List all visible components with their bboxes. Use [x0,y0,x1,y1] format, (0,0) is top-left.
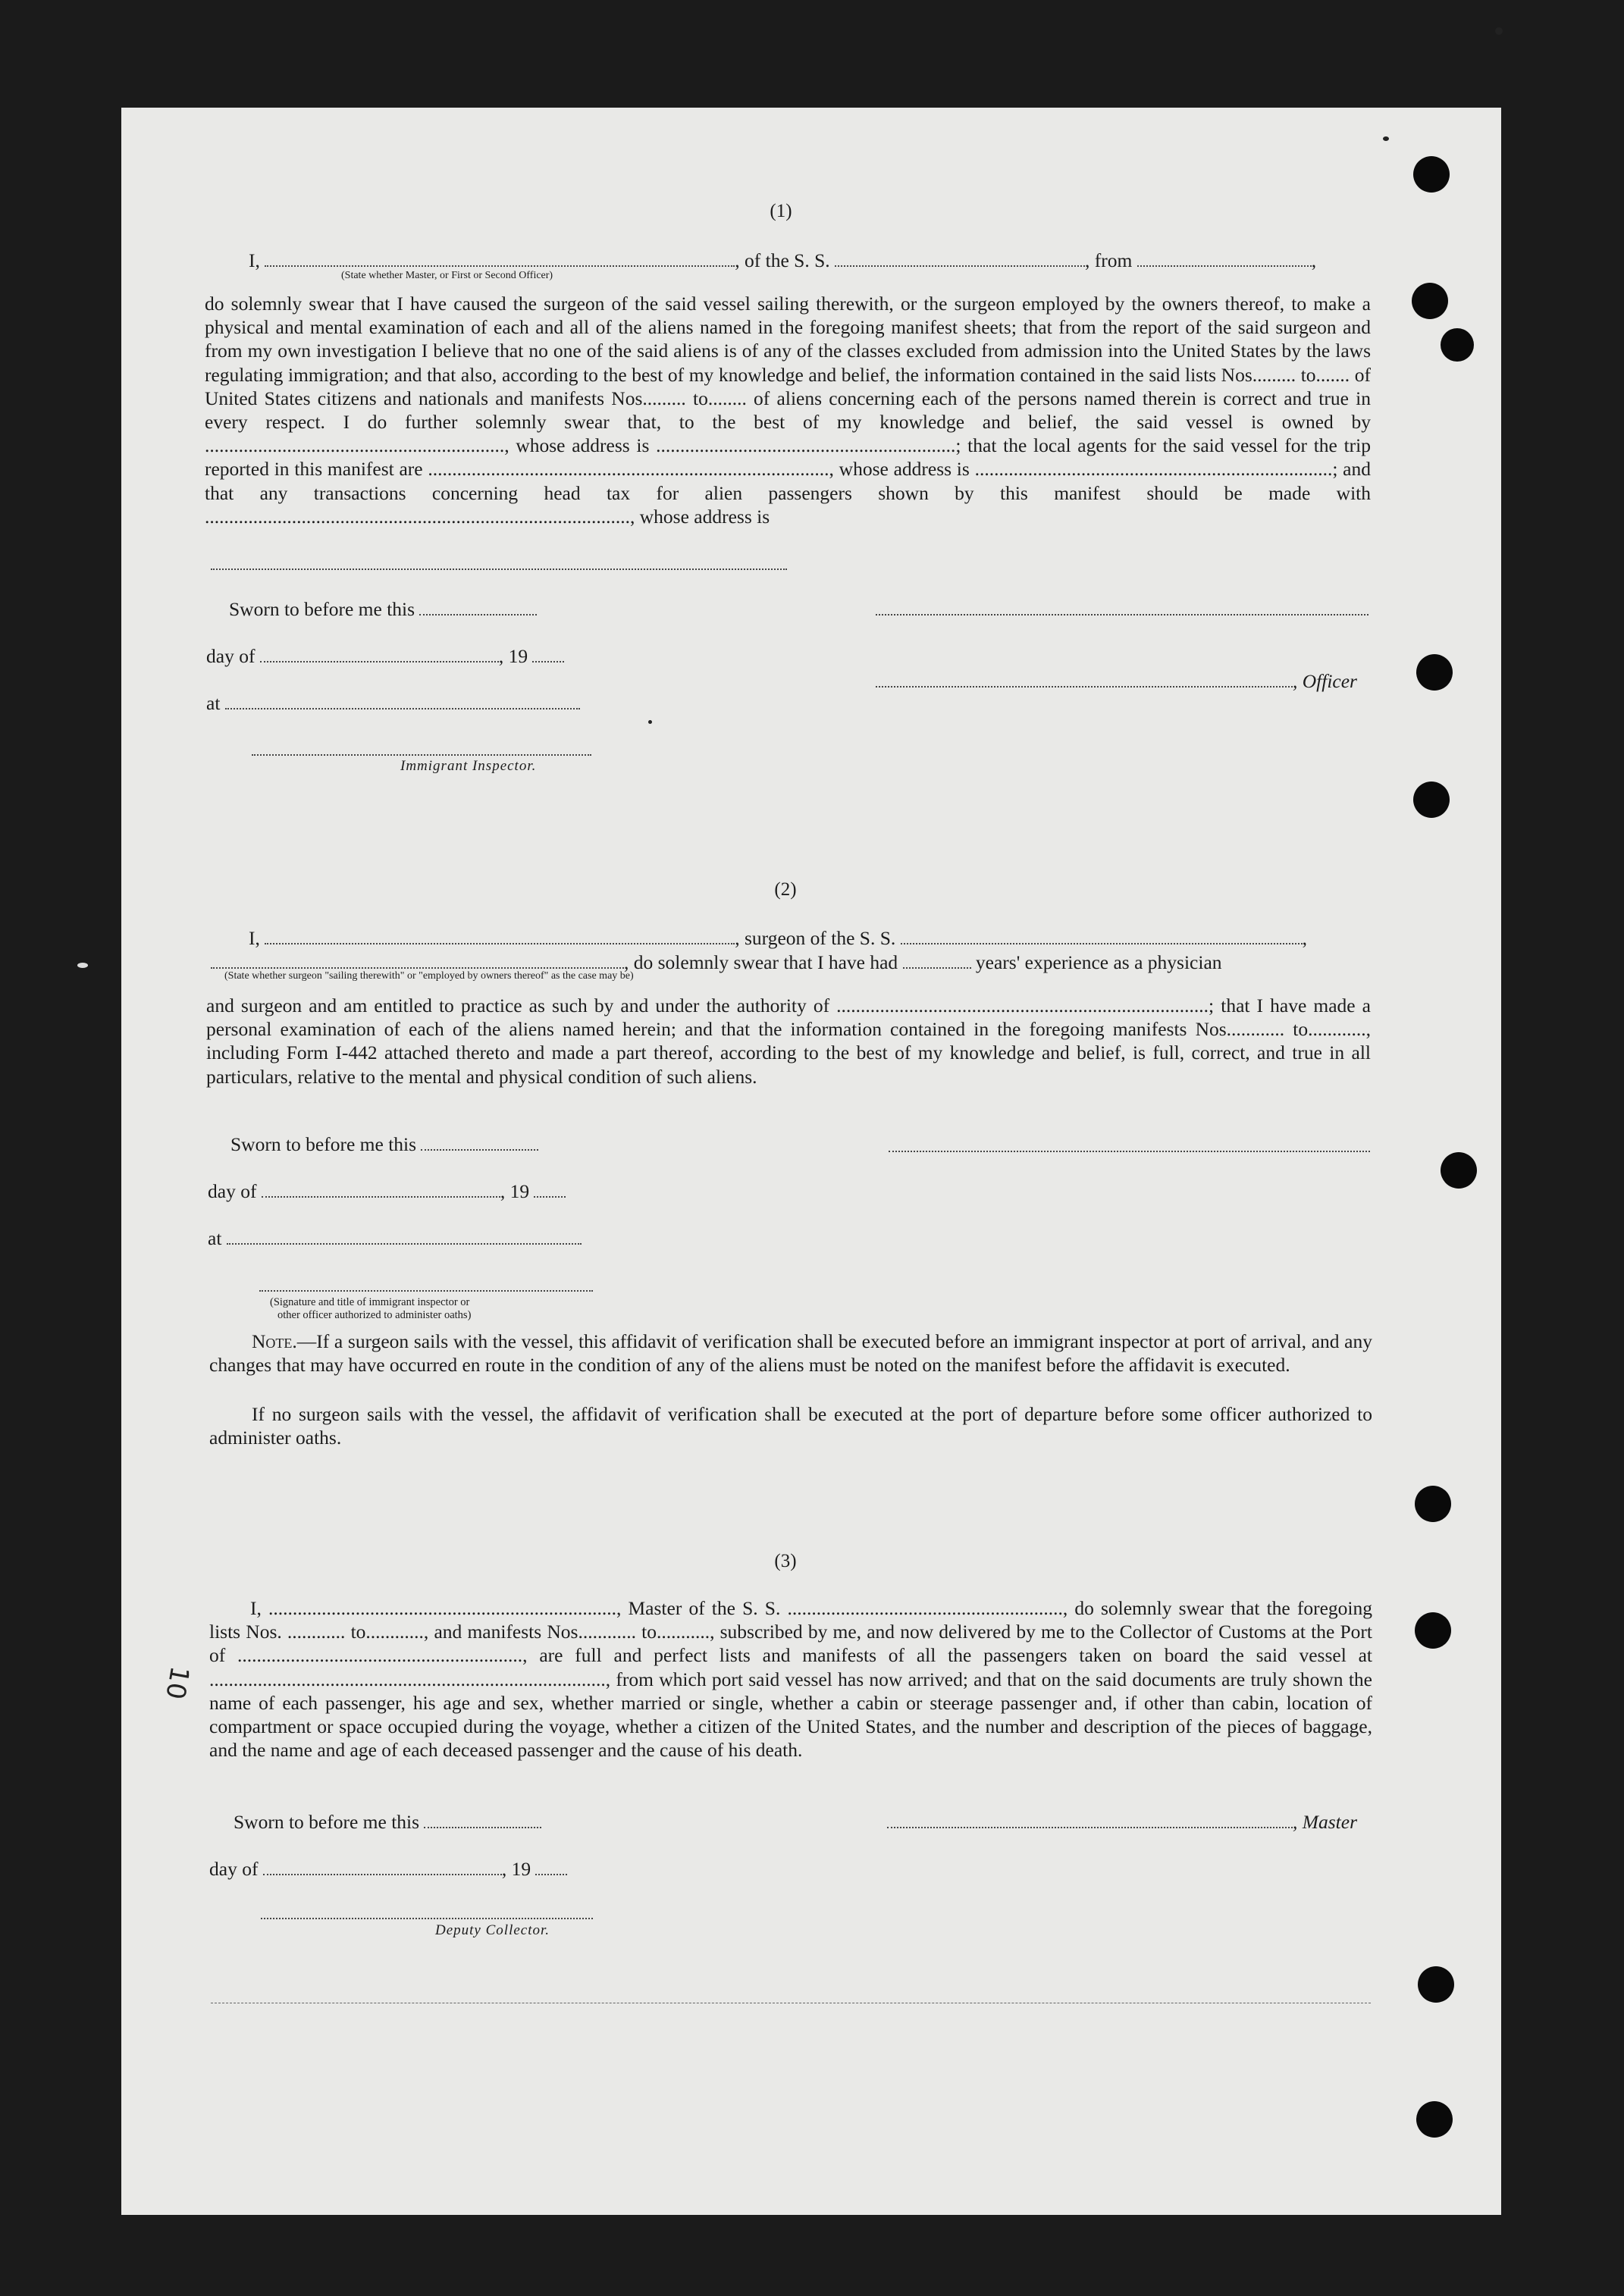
at-label: at [206,692,221,714]
years-label: years' experience as a physician [975,951,1222,973]
margin-annotation: 10 [159,1664,196,1702]
year-label: , 19 [501,1858,531,1880]
punch-hole [1415,1486,1451,1522]
at-line [206,691,580,715]
day-of-line [209,1857,567,1881]
surgeon-signature-line[interactable] [889,1151,1370,1152]
at-place-field[interactable] [227,1228,582,1245]
inspector-caption: Immigrant Inspector. [400,758,537,774]
master-signature-field[interactable] [887,1812,1293,1828]
pronoun-label: I, [249,927,260,949]
at-place-field[interactable] [225,693,580,709]
scan-speck [1495,27,1503,35]
month-field[interactable] [260,646,499,662]
punch-hole [1418,1966,1454,2003]
sworn-date-field[interactable] [424,1812,541,1828]
year-field[interactable] [532,646,564,662]
surgeon-name-field[interactable] [265,928,735,944]
signature-caption-line-2: other officer authorized to administer oaths) [277,1309,472,1321]
punch-hole [1441,328,1474,362]
punch-hole [1412,283,1448,319]
year-label: , 19 [498,645,528,667]
note-label: Note. [252,1330,297,1352]
day-of-label: day of [206,645,256,667]
surgeon-label: , surgeon of the S. S. [735,927,896,949]
year-field[interactable] [534,1181,566,1198]
note-text: —If a surgeon sails with the vessel, this affidavit of verification shall be executed before an immigrant inspector at port of arrival, and any changes that may have occurred en route in the condition of any of the aliens must be noted on the manifest before the affidavit is executed. [209,1330,1372,1377]
swear-label: , do solemnly swear that I have had [624,951,898,973]
sworn-label: Sworn to before me this [229,598,415,620]
section-2-oath-text: and surgeon and am entitled to practice as such by and under the authority of .............................................................................; that I have made a personal examination of each of the aliens named herein; and that the information contained in the foregoing manifests Nos............ to............, including Form I-442 attached thereto and made a part thereof, according to the best of my knowledge and belief, is full, correct, and true in all particulars, relative to the mental and physical condition of such aliens. [206,995,1371,1088]
day-of-label: day of [208,1180,257,1202]
address-continuation-line[interactable] [211,569,787,570]
sworn-label: Sworn to before me this [230,1133,417,1155]
punch-hole [1416,654,1453,691]
officer-label: , Officer [1293,670,1357,692]
sworn-date-field[interactable] [419,599,537,616]
scan-speck [648,720,652,724]
officer-line [876,669,1357,693]
sworn-label: Sworn to before me this [234,1811,420,1833]
surgeon-note [209,1330,1372,1377]
month-field[interactable] [262,1181,500,1198]
punch-hole [1416,2101,1453,2138]
punch-hole [1413,782,1450,818]
day-of-line [208,1179,566,1203]
sworn-line [234,1810,541,1834]
year-field[interactable] [535,1859,567,1875]
authorized-officer-signature-line[interactable] [259,1290,593,1292]
officer-rank-caption: (State whether Master, or First or Second Officer) [341,270,553,281]
deputy-caption: Deputy Collector. [435,1922,550,1938]
section-3-number: (3) [774,1551,797,1571]
surgeon-status-field[interactable] [211,952,624,969]
section-1-oath-text: do solemnly swear that I have caused the surgeon of the said vessel sailing therewith, or the surgeon employed by the owners thereof, to make a physical and mental examination of each and all of the aliens named in the foregoing manifest sheets; that from the report of the said surgeon and from my own investigation I believe that no one of the said aliens is of any of the classes excluded from admission into the United States by the laws regulating immigration; and that also, according to the best of my knowledge and belief, the information contained in the said lists Nos......... to....... of United States citizens and nationals and manifests Nos......... to........ of aliens concerning each of the persons named therein is correct and true in every respect. I do further solemnly swear that, to the best of my knowledge and belief, the said vessel is owned by .............................................................., whose address is ..............................................................; that the local agents for the said vessel for the trip reported in this manifest are ..................................................................................., whose address is ..........................................................................; and that any transactions concerning head tax for alien passengers shown by this manifest should be made with ........................................................................................, whose address is [205,293,1371,528]
section-2-number: (2) [774,879,797,900]
day-of-label: day of [209,1858,259,1880]
punch-hole [1415,1612,1451,1649]
month-field[interactable] [263,1859,502,1875]
signature-caption-line-1: (Signature and title of immigrant inspector or [270,1296,470,1308]
vessel-name-field[interactable] [835,250,1085,267]
officer-signature-line[interactable] [876,614,1368,616]
scan-speck [1383,136,1389,141]
section-1-number: (1) [770,201,792,221]
officer-name-field[interactable] [876,671,1293,688]
sworn-line [230,1132,538,1156]
officer-rank-field[interactable] [265,250,735,267]
inspector-signature-line[interactable] [252,754,591,756]
pronoun-label: I, [249,249,260,271]
section-1-first-line: I, , of the S. S. , from , [249,249,1317,271]
day-of-line [206,644,564,668]
sworn-date-field[interactable] [421,1134,538,1151]
section-2-first-line: I, , surgeon of the S. S. , [249,927,1308,949]
master-line [887,1810,1357,1834]
punch-hole [1441,1152,1477,1189]
surgeon-vessel-field[interactable] [901,928,1303,944]
from-port-field[interactable] [1137,250,1312,267]
section-3-oath-text: I, ........................................................................, Master of the S. S. ........................................................., do solemnly swear that the foregoing lists Nos. ............ to............, and manifests Nos............ to..........., subscribed by me, and now delivered by me to the Collector of Customs at the Port of ..........................................................., are full and perfect lists and manifests of all the passengers taken on board the said vessel at .................................................................................., from which port said vessel has now arrived; and that on the said documents are truly shown the name of each passenger, his age and sex, whether married or single, whether a cabin or steerage passenger and, if other than cabin, location of compartment or space occupied during the voyage, whether a citizen of the United States, and the number and description of the pieces of baggage, and the name and age of each deceased passenger and the cause of his death. [209,1597,1372,1762]
surgeon-status-caption: (State whether surgeon "sailing therewith" or "employed by owners thereof" as the case may be) [224,970,634,982]
scan-speck [77,963,88,968]
years-field[interactable] [903,952,971,969]
deputy-signature-line[interactable] [261,1918,593,1919]
of-ss-label: , of the S. S. [735,249,830,271]
sworn-line [229,597,537,621]
master-label: , Master [1293,1811,1357,1833]
at-line [208,1226,582,1250]
punch-hole [1413,156,1450,193]
from-label: , from [1085,249,1133,271]
year-label: , 19 [500,1180,530,1202]
at-label: at [208,1227,222,1249]
no-surgeon-note: If no surgeon sails with the vessel, the affidavit of verification shall be executed at the port of departure before some officer authorized to administer oaths. [209,1403,1372,1449]
